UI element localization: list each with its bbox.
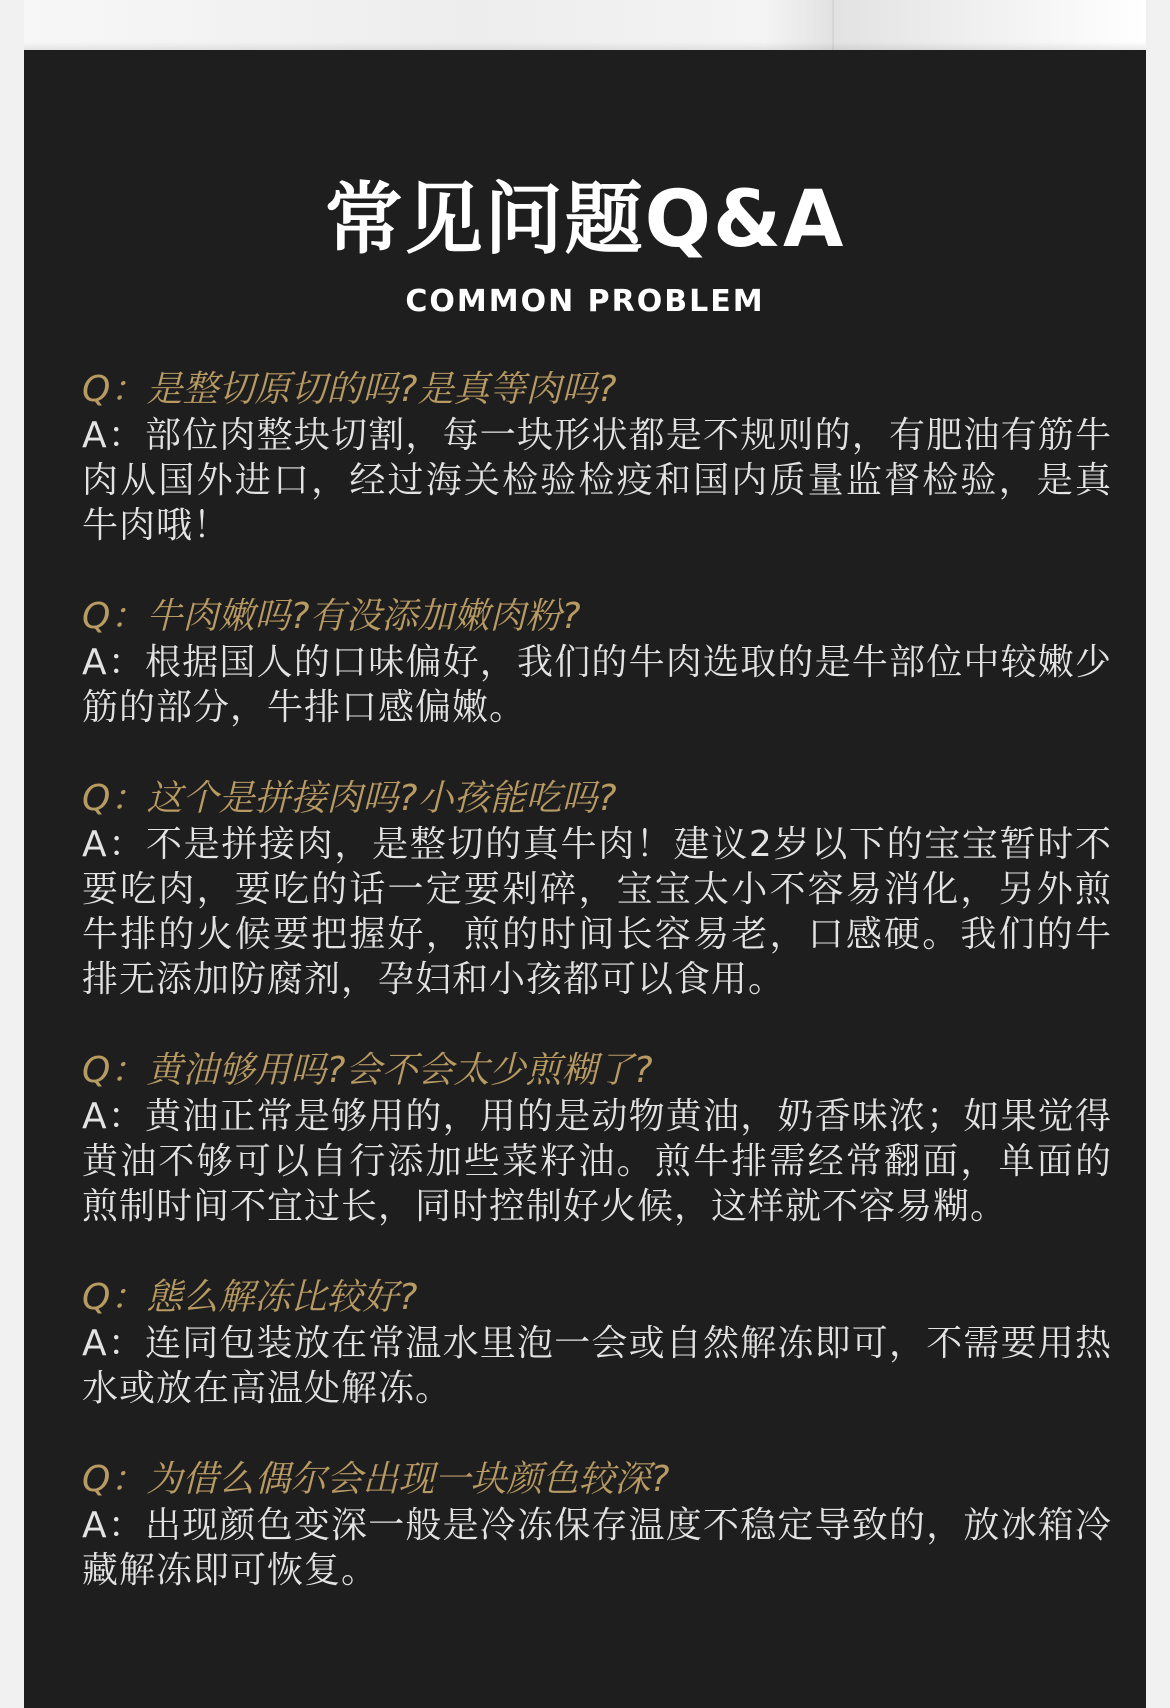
- faq-answer: A：出现颜色变深一般是冷冻保存温度不稳定导致的，放冰箱冷藏解冻即可恢复。: [82, 1505, 1112, 1591]
- faq-question: Q：为借么偶尔会出现一块颜色较深?: [82, 1459, 670, 1500]
- faq-question: Q：这个是拼接肉吗?小孩能吃吗?: [82, 778, 617, 819]
- faq-panel: [24, 50, 1146, 1708]
- faq-heading: [24, 170, 1146, 322]
- faq-answer: A：部位肉整块切割，每一块形状都是不规则的，有肥油有筋牛肉从国外进口，经过海关检验检疫和国内质量监督检验，是真牛肉哦！: [82, 415, 1112, 546]
- faq-item: [82, 776, 1112, 1002]
- faq-title: 常见问题Q&A: [324, 175, 846, 265]
- faq-question: Q：牛肉嫩吗?有没添加嫩肉粉?: [82, 596, 581, 637]
- faq-list: [82, 367, 1112, 1593]
- product-photo-strip: [24, 0, 1146, 50]
- faq-item: [82, 594, 1112, 730]
- faq-answer: A：黄油正常是够用的，用的是动物黄油，奶香味浓；如果觉得黄油不够可以自行添加些菜籽油。煎牛排需经常翻面，单面的煎制时间不宜过长，同时控制好火候，这样就不容易糊。: [82, 1096, 1112, 1227]
- faq-answer: A：根据国人的口味偏好，我们的牛肉选取的是牛部位中较嫩少筋的部分，牛排口感偏嫩。: [82, 642, 1112, 728]
- faq-item: [82, 1275, 1112, 1411]
- faq-question: Q：是整切原切的吗?是真等肉吗?: [82, 369, 617, 410]
- faq-answer: A：连同包装放在常温水里泡一会或自然解冻即可，不需要用热水或放在高温处解冻。: [82, 1323, 1112, 1409]
- faq-question: Q：態么解冻比较好?: [82, 1277, 418, 1318]
- photo-shadow: [24, 42, 1146, 50]
- faq-question: Q：黄油够用吗?会不会太少煎糊了?: [82, 1050, 653, 1091]
- faq-subtitle: COMMON PROBLEM: [405, 284, 765, 319]
- faq-item: [82, 1048, 1112, 1229]
- faq-item: [82, 367, 1112, 548]
- faq-answer: A：不是拼接肉，是整切的真牛肉！建议2岁以下的宝宝暂时不要吃肉，要吃的话一定要剁碎，宝宝太小不容易消化，另外煎牛排的火候要把握好，煎的时间长容易老，口感硬。我们的牛排无添加防腐剂，孕妇和小孩都可以食用。: [82, 824, 1112, 1000]
- faq-item: [82, 1457, 1112, 1593]
